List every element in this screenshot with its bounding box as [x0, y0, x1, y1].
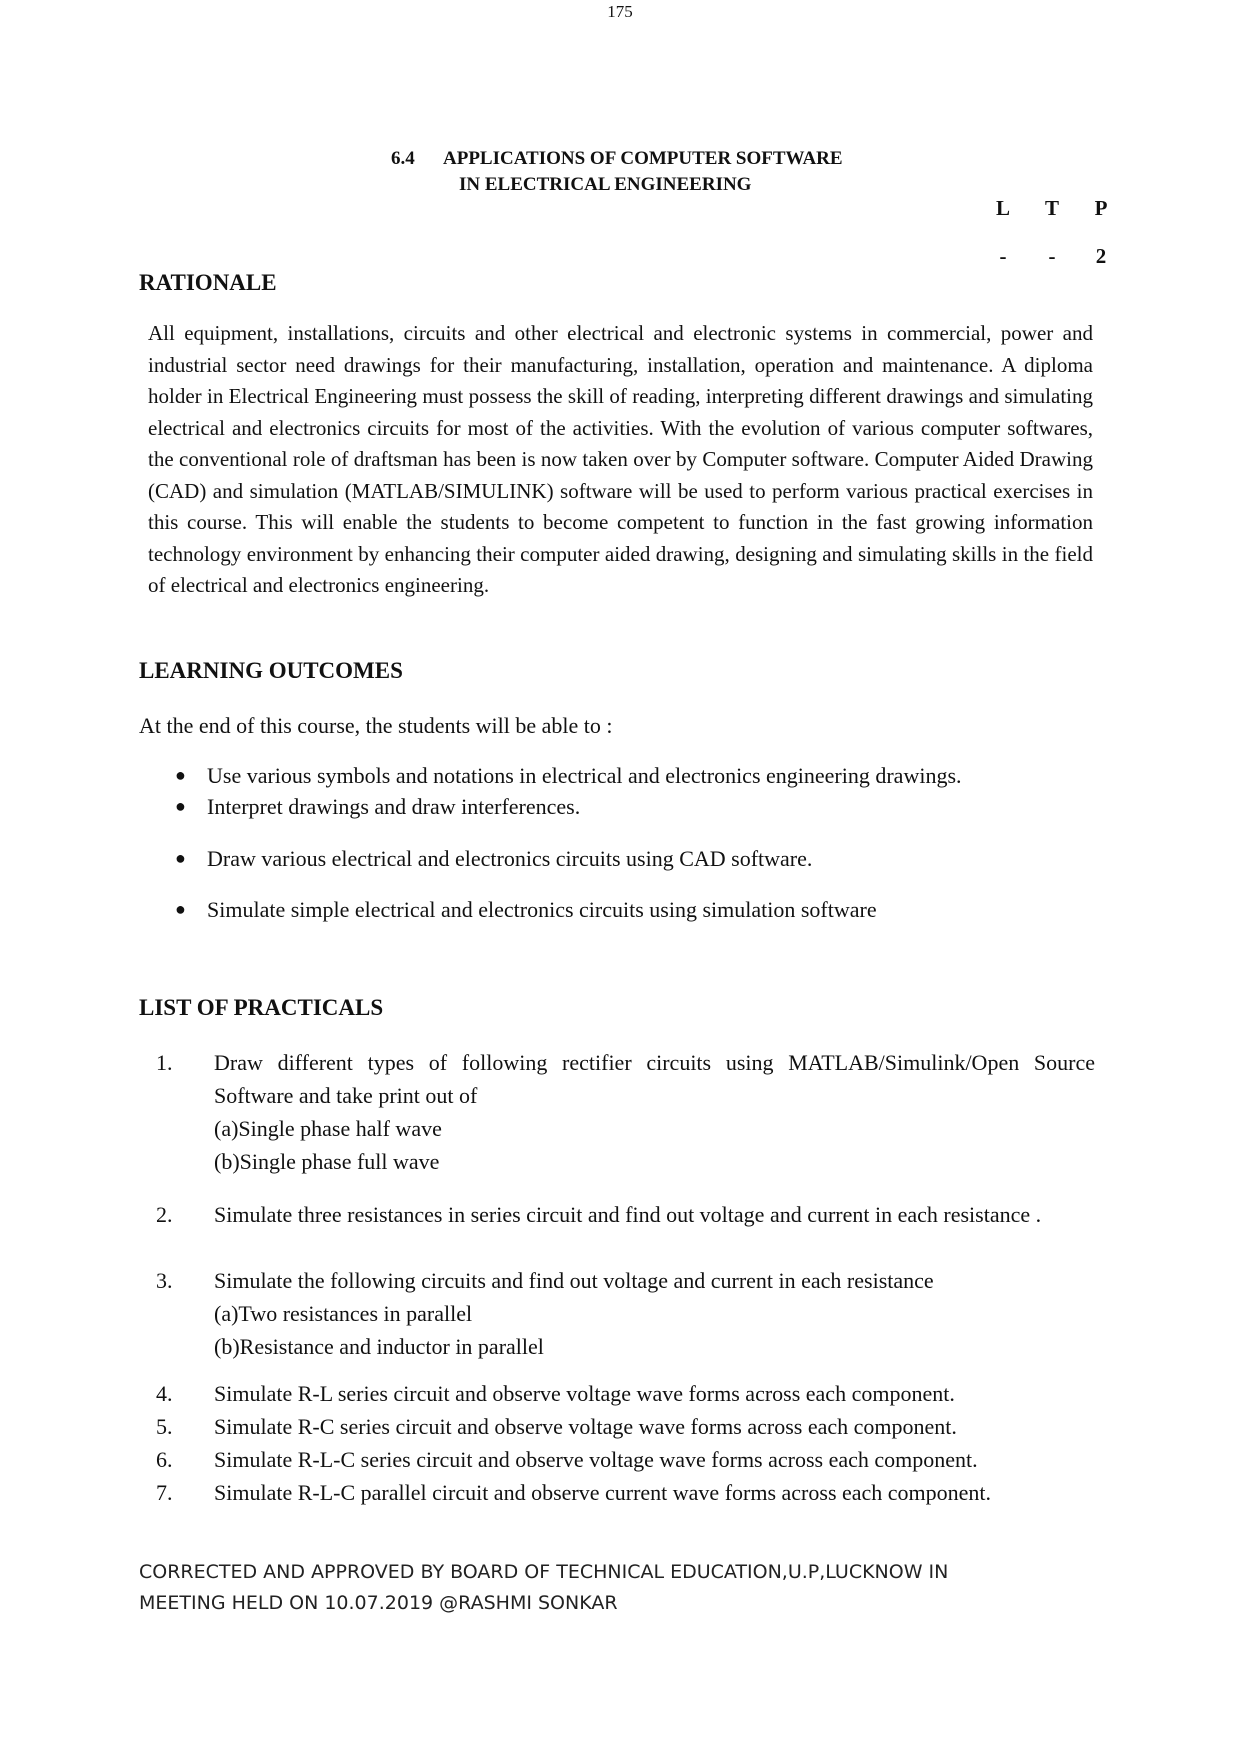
list-item: ● Use various symbols and notations in electrical and electronics engineering drawings.: [175, 763, 962, 788]
practical-item: 5. Simulate R-C series circuit and observe voltage wave forms across each component.: [156, 1414, 957, 1439]
ltp-value-p: 2: [1095, 244, 1107, 268]
practicals-heading: LIST OF PRACTICALS: [139, 995, 384, 1020]
ltp-header-l: L: [995, 196, 1010, 220]
footer-line2: MEETING HELD ON 10.07.2019 @RASHMI SONKAR: [139, 1592, 618, 1614]
practical-item: 6. Simulate R-L-C series circuit and observe voltage wave forms across each component.: [156, 1447, 978, 1472]
practical-item: 7. Simulate R-L-C parallel circuit and observe current wave forms across each component.: [156, 1480, 992, 1505]
practical-item: 1. Draw different types of following rectifier circuits using MATLAB/Simulink/Open Source Software and take print out of (a)Single phase half wave (b)Single phase full wave: [156, 1050, 1095, 1174]
page-number: 175: [607, 2, 633, 21]
learning-outcomes-intro: At the end of this course, the students will be able to :: [139, 713, 613, 738]
course-number: 6.4: [391, 148, 415, 169]
learning-outcomes-heading: LEARNING OUTCOMES: [139, 658, 403, 683]
bullet-icon: ●: [175, 848, 186, 868]
list-item: ● Interpret drawings and draw interferences.: [175, 794, 581, 819]
ltp-header-row: [993, 196, 1111, 221]
practical-item: 3. Simulate the following circuits and find out voltage and current in each resistance (a)Two resistances in parallel (b)Resistance and inductor in parallel: [156, 1268, 934, 1359]
rationale-paragraph: All equipment, installations, circuits and other electrical and electronic systems in commercial, power and industrial sector need drawings for their manufacturing, installation, operation and maintenance. A diploma holder in Electrical Engineering must possess the skill of reading, interpreting different drawings and simulating electrical and electronics circuits for most of the activities. With the evolution of various computer softwares, the conventional role of draftsman has been is now taken over by Computer software. Computer Aided Drawing (CAD) and simulation (MATLAB/SIMULINK) software will be used to perform various practical exercises in this course. This will enable the students to become competent to function in the fast growing information technology environment by enhancing their computer aided drawing, designing and simulating skills in the field of electrical and electronics engineering.: [148, 321, 1093, 597]
bullet-icon: ●: [175, 796, 186, 816]
ltp-value-row: [993, 244, 1111, 269]
list-item: ● Simulate simple electrical and electronics circuits using simulation software: [175, 897, 877, 922]
list-item: ● Draw various electrical and electronics circuits using CAD software.: [175, 846, 813, 871]
practical-item: 4. Simulate R-L series circuit and observe voltage wave forms across each component.: [156, 1381, 955, 1406]
ltp-header-p: P: [1094, 196, 1108, 220]
ltp-header-t: T: [1044, 196, 1059, 220]
ltp-value-t: -: [1048, 244, 1056, 268]
approval-footer: [139, 1557, 948, 1619]
bullet-icon: ●: [175, 765, 186, 785]
rationale-heading: RATIONALE: [139, 270, 277, 295]
practical-item: 2. Simulate three resistances in series circuit and find out voltage and current in each resistance .: [156, 1202, 1042, 1227]
footer-line1: CORRECTED AND APPROVED BY BOARD OF TECHNICAL EDUCATION,U.P,LUCKNOW IN: [139, 1561, 949, 1583]
course-title-line2: IN ELECTRICAL ENGINEERING: [459, 174, 752, 195]
ltp-value-l: -: [999, 244, 1007, 268]
course-title-line1: APPLICATIONS OF COMPUTER SOFTWARE: [443, 148, 843, 169]
bullet-icon: ●: [175, 899, 186, 919]
